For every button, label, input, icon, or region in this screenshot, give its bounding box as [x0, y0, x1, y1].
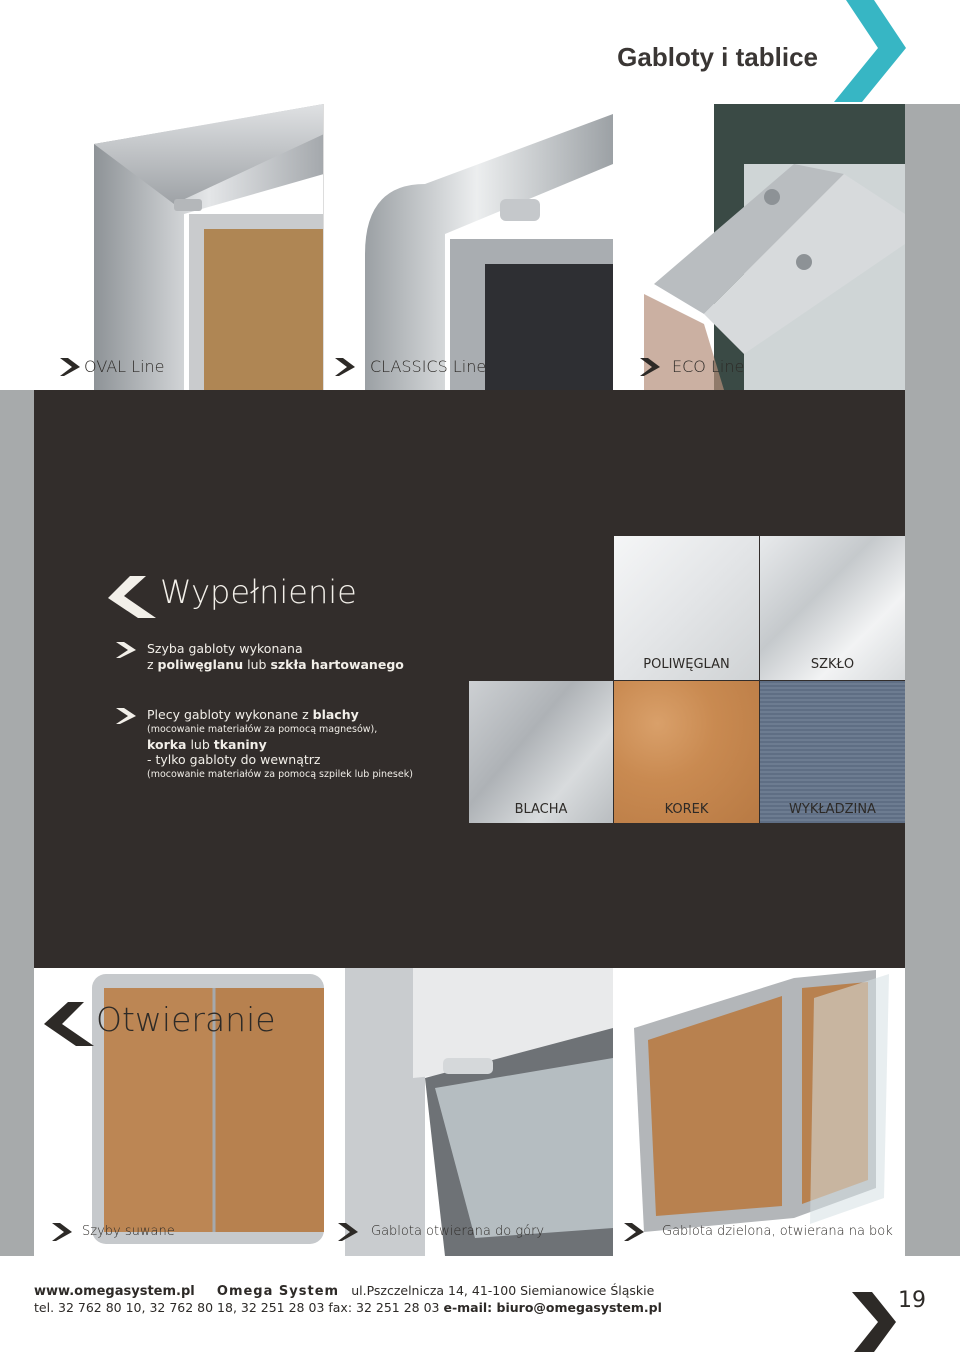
chevron-left-icon [108, 576, 156, 618]
carpet-swatch [760, 681, 905, 823]
text: Plecy gabloty wykonane z [147, 707, 313, 722]
open-section-title: Otwieranie [96, 1000, 276, 1039]
page-number: 19 [898, 1288, 926, 1313]
footer-line-1 [34, 1283, 654, 1299]
bold-text: korka [147, 737, 187, 752]
back-description [147, 707, 413, 782]
website-link[interactable]: www.omegasystem.pl [34, 1284, 195, 1299]
split-opening-label: Gablota dzielona, otwierana na bok [662, 1224, 893, 1239]
back-line-2: (mocowanie materiałów za pomocą magnesów), [147, 724, 378, 735]
eco-frame-illustration [614, 104, 905, 390]
back-line-1 [147, 707, 413, 722]
swatch-label: SZKŁO [810, 657, 855, 672]
text: z [147, 657, 158, 672]
chevron-right-icon [60, 358, 80, 376]
bold-text: tkaniny [213, 737, 267, 752]
chevron-right-icon [116, 708, 136, 724]
text: lub [186, 737, 214, 752]
chevron-right-icon [335, 358, 355, 376]
oval-line-photo [34, 104, 324, 390]
oval-frame-illustration [34, 104, 324, 390]
classics-frame-illustration [325, 104, 613, 390]
page-title: Gabloty i tablice [617, 42, 818, 72]
swatch-label: BLACHA [514, 802, 568, 817]
bold-text: szkła hartowanego [270, 657, 404, 672]
chevron-right-icon [116, 642, 136, 658]
eco-line-label: ECO Line [672, 357, 745, 376]
split-showcase-illustration [614, 968, 905, 1256]
phone-numbers: tel. 32 762 80 10, 32 762 80 18, 32 251 28 03 fax: 32 251 28 03 [34, 1300, 444, 1315]
swatch-label: POLIWĘGLAN [643, 657, 730, 672]
sheet-metal-swatch [469, 681, 613, 823]
top-opening-illustration [325, 968, 613, 1256]
top-opening-label: Gablota otwierana do góry [371, 1224, 545, 1239]
classics-line-photo [325, 104, 613, 390]
left-gray-bar-lower [0, 968, 34, 1256]
cork-swatch [614, 681, 759, 823]
back-line-3 [147, 737, 413, 752]
company-address: ul.Pszczelnicza 14, 41-100 Siemianowice Śląskie [351, 1283, 655, 1298]
chevron-right-icon [640, 358, 660, 376]
glass-line-1: Szyba gabloty wykonana [147, 641, 303, 656]
chevron-right-icon [852, 1292, 896, 1352]
swatch-label: WYKŁADZINA [789, 802, 876, 817]
bold-text: blachy [312, 707, 359, 722]
polycarbonate-swatch [614, 536, 759, 680]
company-name: Omega System [216, 1284, 340, 1299]
text: lub [243, 657, 271, 672]
chevron-left-icon [44, 1002, 94, 1046]
right-gray-bar-lower [905, 968, 960, 1256]
classics-line-label: CLASSICS Line [370, 357, 487, 376]
chevron-right-icon [338, 1223, 358, 1241]
footer-line-2 [34, 1300, 662, 1315]
chevron-right-icon [624, 1223, 644, 1241]
fill-section-title: Wypełnienie [160, 573, 357, 611]
corner-accent-icon [826, 0, 916, 102]
eco-line-photo [614, 104, 905, 390]
sliding-label: Szyby suwane [82, 1224, 175, 1239]
split-opening-photo [614, 968, 905, 1256]
swatch-label: KOREK [664, 802, 709, 817]
right-gray-bar [905, 104, 960, 968]
back-line-5: (mocowanie materiałów za pomocą szpilek lub pinesek) [147, 769, 413, 780]
back-line-4: - tylko gabloty do wewnątrz [147, 752, 321, 767]
top-opening-photo [325, 968, 613, 1256]
left-gray-bar [0, 390, 34, 968]
oval-line-label: OVAL Line [84, 357, 165, 376]
bold-text: poliwęglanu [157, 657, 244, 672]
glass-description [147, 641, 404, 673]
email-link[interactable]: e-mail: biuro@omegasystem.pl [443, 1300, 662, 1315]
glass-line-2 [147, 657, 404, 673]
glass-swatch [760, 536, 905, 680]
chevron-right-icon [52, 1223, 72, 1241]
